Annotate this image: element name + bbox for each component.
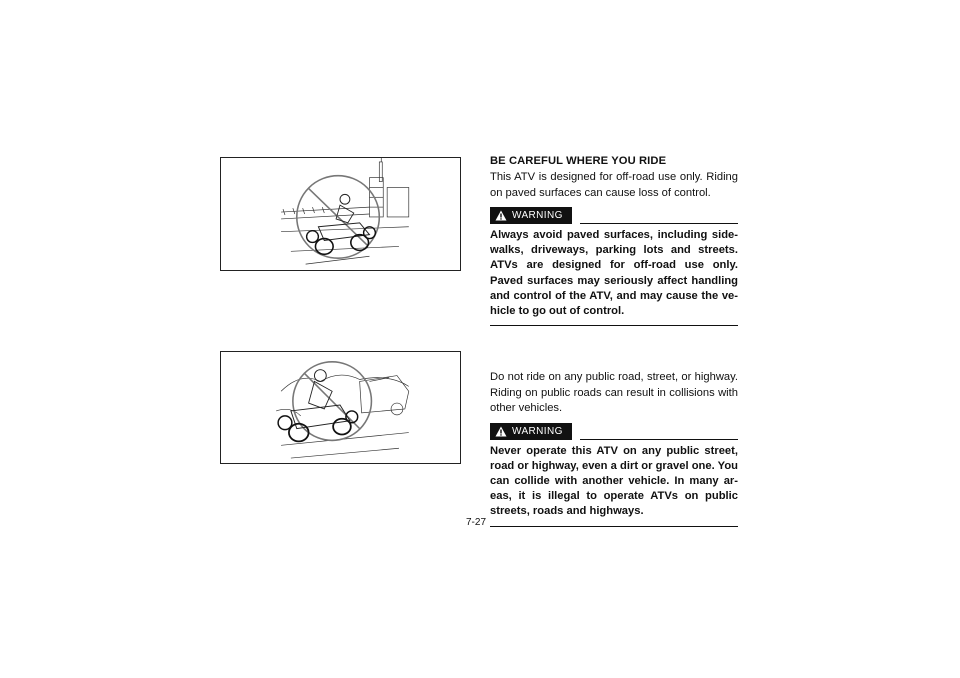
warning-label: WARNING (512, 210, 563, 221)
warning-header (490, 423, 738, 440)
warning-end-rule (490, 526, 738, 527)
atv-road-drawing (221, 352, 460, 463)
warning-text: Never operate this ATV on any public street, road or highway, even a dirt or gravel one. You can collide with another vehicle. In many ar-eas, it is illegal to operate ATVs on public streets, roads and highways. (490, 444, 738, 518)
atv-street-drawing (221, 158, 460, 270)
section-careful-where-you-ride (490, 154, 738, 326)
illustration-atv-public-road (220, 351, 461, 464)
warning-triangle-icon (495, 210, 507, 221)
section-heading: BE CAREFUL WHERE YOU RIDE (490, 155, 667, 167)
section-paragraph: Do not ride on any public road, street, or highway. Riding on public roads can result in collisions with other vehicles. (490, 371, 738, 414)
warning-label: WARNING (512, 425, 563, 437)
section-public-roads (490, 368, 738, 527)
warning-header (490, 207, 738, 224)
page-number: 7-27 (466, 517, 487, 528)
warning-rule (580, 223, 738, 224)
illustration-atv-paved-street (220, 157, 461, 271)
warning-badge (490, 207, 572, 224)
warning-text: Always avoid paved surfaces, including side-walks, driveways, parking lots and streets. ATVs are designed for off-road use only. Paved surfaces may seriously affect handling and control of the ATV, and may cause the ve-hicle to go out of control. (490, 229, 738, 318)
warning-triangle-icon (495, 426, 507, 437)
section-paragraph: This ATV is designed for off-road use only. Riding on paved surfaces can cause loss of control. (490, 171, 738, 199)
warning-badge (490, 423, 572, 440)
warning-end-rule (490, 325, 738, 326)
warning-rule (580, 439, 738, 440)
